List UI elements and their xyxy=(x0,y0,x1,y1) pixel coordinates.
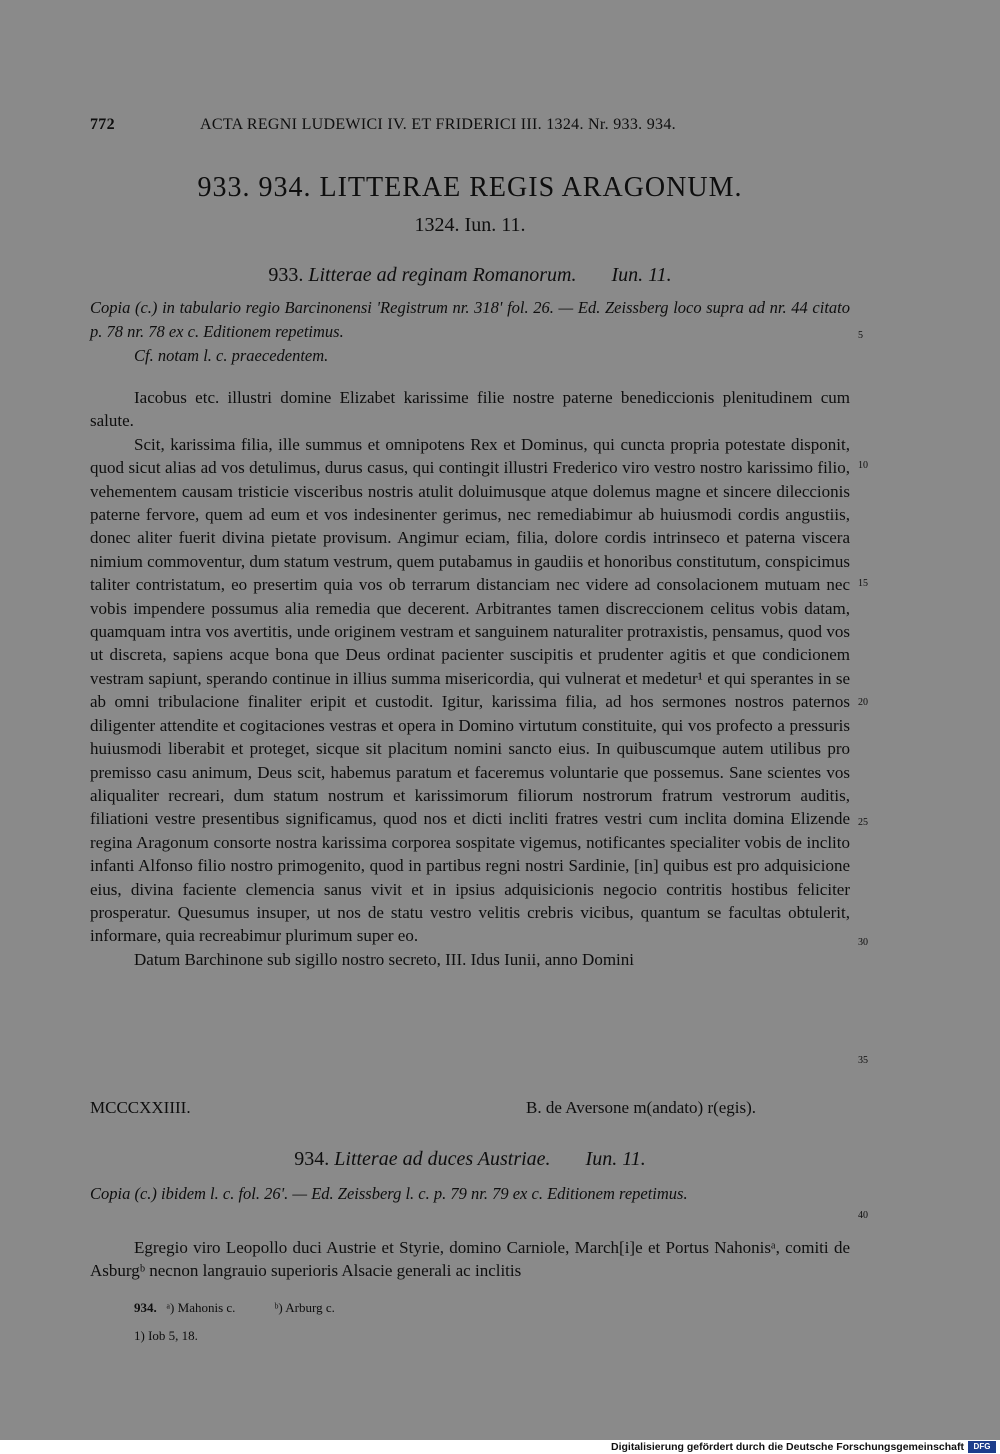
main-paragraph: Scit, karissima filia, ille summus et omnipotens Rex et Dominus, qui cuncta propria potestate disponit, quod sicut alias ad vos detulimus, durus casus, qui contingit illustri Frederico viro vestro nostro karissimo filio, vehementem causam tristicie visceribus nostris atulit doluimusque atque dolemus magne et sincere dileccionis paterne fervore, quem ad eum et vos indesinenter gerimus, nec remediabimur ab huiusmodi cordis angustiis, donec aliter fuerit divina pietate provisum. Angimur eciam, filia, dolore cordis intrinseco et paterna viscera nimium commoventur, dum statum vestrum, quem putabamus in gaudiis et honoribus constitutum, conspicimus taliter contristatum, eo presertim quia vos ob terrarum distanciam nec videre ad consolacionem mutuam nec vobis impendere possumus alia remedia que decerent. Arbitrantes tamen discreccionem celitus vobis datam, quamquam intra vos avertitis, unde originem vestram et sanguinem naturaliter protraxistis, pensamus, quod vos ut discreta, sapiens acque bona que Deus ordinat pacienter suscipitis et prudenter agitis et que condicionem vestram sapiunt, sperando continue in illius summa misericordia, qui vulnerat et medetur¹ et qui sperantes in se ab omni tribulacione finaliter eripit et custodit. Igitur, karissima filia, ad hos sermones nostros paternos diligenter attendite et cogitaciones vestras et opera in Domino virtutum constituite, qui vos profecto a pressuris huiusmodi liberabit et proteget, sicque sit placitum nomini sancto eius. In quibuscumque autem utilibus pro premisso casu animum, Deus scit, habemus paratum et faceremus voluntarie que possemus. Sane scientes vos aliqualiter recreari, dum statum nostrum et karissimorum filiorum nostrorum fratrum vestrorum auditis, filiationi vestre presentibus significamus, quod nos et dicti incliti fratres vestri cum inclita domina Elizende regina Aragonum consorte nostra karissima corporea sospitate vigemus, notificantes specialiter vobis de inclito infanti Alfonso filio nostro primogenito, quod in partibus regni nostri Sardinie, [in] quibus est pro adquisicione eius, divina faciente clemencia sanus vivit et in ipsius adquisicionis negocio contritis hostibus feliciter prosperatur. Quesumus insuper, ut nos de statu vestro velitis crebris vicibus, quantum se facultas obtulerit, informare, quia recreabimur plurimum super eo. xyxy=(90,434,850,946)
year-line: MCCCXXIIII. xyxy=(90,1098,191,1117)
line-number: 15 xyxy=(858,578,868,589)
line-number: 30 xyxy=(858,937,868,948)
datum-paragraph: Datum Barchinone sub sigillo nostro secreto, III. Idus Iunii, anno Domini xyxy=(134,949,634,969)
variant-b: ᵇ) Arburg c. xyxy=(274,1300,335,1315)
line-number: 35 xyxy=(858,1055,868,1066)
document-934-heading xyxy=(90,1148,850,1171)
main-paragraph: Egregio viro Leopollo duci Austrie et Styrie, domino Carniole, March[i]e et Portus Nahonisᵃ, comiti de Asburgᵇ necnon langrauio superioris Alsacie generali ac inclitis xyxy=(90,1238,850,1281)
chapter-date: 1324. Iun. 11. xyxy=(414,214,526,236)
line-number: 10 xyxy=(858,460,868,471)
document-heading-text: Litterae ad reginam Romanorum. xyxy=(308,264,577,286)
line-number: 25 xyxy=(858,817,868,828)
source-note: Copia (c.) in tabulario regio Barcinonensi 'Registrum nr. 318' fol. 26. — Ed. Zeissberg loco supra ad nr. 44 citato p. 78 nr. 78 ex c. Editionem repetimus. xyxy=(90,298,850,341)
document-number: 933. xyxy=(268,264,304,286)
variant-label: 934. xyxy=(134,1300,157,1315)
variant-a: ᵃ) Mahonis c. xyxy=(166,1300,236,1315)
cf-note: Cf. notam l. c. praecedentem. xyxy=(134,346,329,365)
line-number: 20 xyxy=(858,697,868,708)
document-number: 934. xyxy=(294,1148,330,1170)
footnote-1: 1) Iob 5, 18. xyxy=(134,1328,198,1343)
funding-credit: Digitalisierung gefördert durch die Deutsche Forschungsgemeinschaft xyxy=(611,1441,964,1453)
document-heading-text: Litterae ad duces Austriae. xyxy=(334,1148,551,1170)
document-date: Iun. 11. xyxy=(611,264,672,286)
source-note: Copia (c.) ibidem l. c. fol. 26'. — Ed. Zeissberg l. c. p. 79 nr. 79 ex c. Editionem repetimus. xyxy=(90,1184,688,1203)
chapter-title: 933. 934. LITTERAE REGIS ARAGONUM. xyxy=(197,172,743,203)
document-date: Iun. 11. xyxy=(585,1148,646,1170)
running-title: ACTA REGNI LUDEWICI IV. ET FRIDERICI III. 1324. Nr. 933. 934. xyxy=(200,116,676,133)
salutation-paragraph: Iacobus etc. illustri domine Elizabet karissime filie nostre paterne benediccionis plenitudinem cum salute. xyxy=(90,388,850,431)
page-number: 772 xyxy=(90,116,115,133)
signature-line: B. de Aversone m(andato) r(egis). xyxy=(526,1098,757,1117)
dfg-logo: DFG xyxy=(968,1441,996,1453)
letter-934-body xyxy=(90,1236,850,1283)
line-number: 5 xyxy=(858,330,863,341)
variant-footnotes xyxy=(134,1300,335,1316)
digitization-footer xyxy=(0,1440,1000,1454)
document-933-heading xyxy=(90,264,850,287)
line-number: 40 xyxy=(858,1210,868,1221)
letter-933-body xyxy=(90,386,850,971)
